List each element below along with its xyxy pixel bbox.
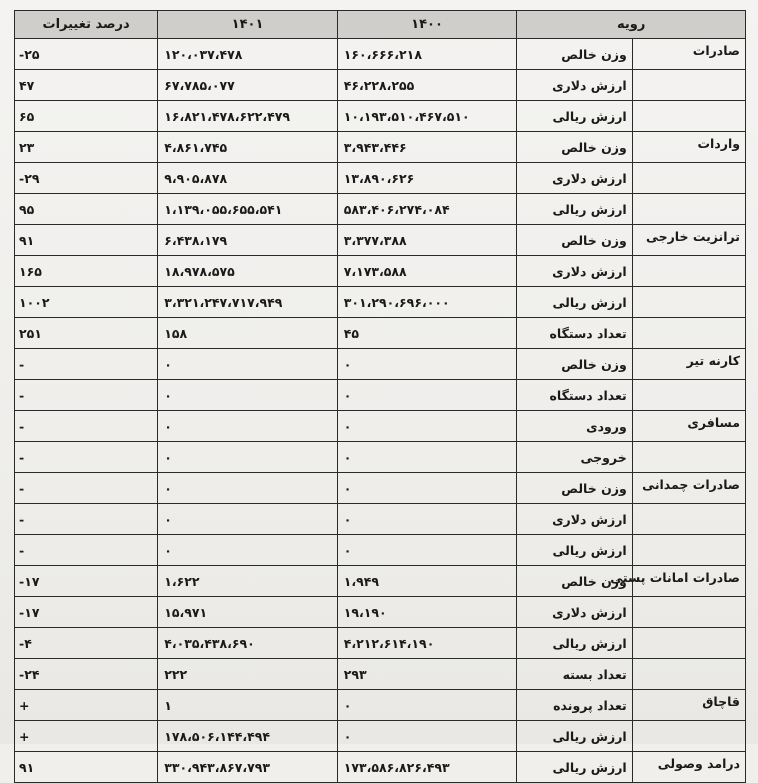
value-1401: ۰ [158, 504, 338, 535]
table-row [15, 287, 746, 318]
change-percent: -۲۵ [15, 39, 158, 70]
value-1401: ۱۶،۸۲۱،۴۷۸،۶۲۲،۴۷۹ [158, 101, 338, 132]
header-year-1401: ۱۴۰۱ [158, 11, 338, 39]
value-1400: ۰ [337, 411, 517, 442]
row-category [632, 721, 745, 752]
table-row [15, 163, 746, 194]
row-category [632, 659, 745, 690]
value-1401: ۱۸،۹۷۸،۵۷۵ [158, 256, 338, 287]
change-percent: ۶۵ [15, 101, 158, 132]
table-row [15, 659, 746, 690]
value-1401: ۴،۸۶۱،۷۴۵ [158, 132, 338, 163]
change-percent: ۹۱ [15, 752, 158, 783]
change-percent: - [15, 349, 158, 380]
value-1400: ۰ [337, 535, 517, 566]
value-1401: ۳۳۰،۹۴۳،۸۶۷،۷۹۳ [158, 752, 338, 783]
change-percent: - [15, 442, 158, 473]
row-category [632, 597, 745, 628]
value-1400: ۰ [337, 473, 517, 504]
row-subcategory: خروجی [517, 442, 632, 473]
change-percent: - [15, 535, 158, 566]
change-percent: -۱۷ [15, 566, 158, 597]
row-category [632, 287, 745, 318]
value-1400: ۳،۹۴۳،۴۴۶ [337, 132, 517, 163]
value-1400: ۴۶،۲۲۸،۲۵۵ [337, 70, 517, 101]
header-change-percent: درصد تغییرات [15, 11, 158, 39]
table-row [15, 39, 746, 70]
value-1401: ۴،۰۳۵،۴۳۸،۶۹۰ [158, 628, 338, 659]
change-percent: ۴۷ [15, 70, 158, 101]
value-1400: ۰ [337, 442, 517, 473]
value-1401: ۲۲۲ [158, 659, 338, 690]
value-1401: ۳،۳۲۱،۲۴۷،۷۱۷،۹۴۹ [158, 287, 338, 318]
row-subcategory: ارزش ریالی [517, 752, 632, 783]
table-row [15, 721, 746, 752]
row-category: صادرات امانات پستی [632, 566, 745, 597]
value-1400: ۱۹،۱۹۰ [337, 597, 517, 628]
value-1400: ۰ [337, 380, 517, 411]
change-percent: - [15, 380, 158, 411]
change-percent: - [15, 504, 158, 535]
table-row [15, 225, 746, 256]
customs-statistics-table [14, 10, 746, 783]
value-1401: ۰ [158, 535, 338, 566]
table-row [15, 752, 746, 783]
row-subcategory: وزن خالص [517, 566, 632, 597]
row-category [632, 256, 745, 287]
row-subcategory: ارزش دلاری [517, 256, 632, 287]
row-category [632, 70, 745, 101]
value-1400: ۴،۲۱۲،۶۱۴،۱۹۰ [337, 628, 517, 659]
value-1400: ۰ [337, 690, 517, 721]
value-1401: ۱۲۰،۰۳۷،۴۷۸ [158, 39, 338, 70]
row-subcategory: وزن خالص [517, 473, 632, 504]
table-row [15, 504, 746, 535]
table-row [15, 566, 746, 597]
value-1400: ۷،۱۷۳،۵۸۸ [337, 256, 517, 287]
row-category: درامد وصولی [632, 752, 745, 783]
row-subcategory: ارزش ریالی [517, 101, 632, 132]
row-subcategory: وزن خالص [517, 349, 632, 380]
value-1401: ۰ [158, 473, 338, 504]
row-subcategory: ارزش ریالی [517, 194, 632, 225]
value-1401: ۱ [158, 690, 338, 721]
table-row [15, 70, 746, 101]
table-row [15, 318, 746, 349]
value-1400: ۰ [337, 504, 517, 535]
value-1400: ۱،۹۴۹ [337, 566, 517, 597]
value-1400: ۴۵ [337, 318, 517, 349]
row-category [632, 504, 745, 535]
row-subcategory: تعداد بسته [517, 659, 632, 690]
table-row [15, 628, 746, 659]
table-row [15, 535, 746, 566]
row-category [632, 442, 745, 473]
row-subcategory: ارزش دلاری [517, 163, 632, 194]
value-1400: ۱۰،۱۹۳،۵۱۰،۴۶۷،۵۱۰ [337, 101, 517, 132]
row-category [632, 163, 745, 194]
table-row [15, 380, 746, 411]
table-row [15, 442, 746, 473]
table-header-row [15, 11, 746, 39]
value-1401: ۱،۱۳۹،۰۵۵،۶۵۵،۵۴۱ [158, 194, 338, 225]
table-row [15, 349, 746, 380]
value-1401: ۱۵،۹۷۱ [158, 597, 338, 628]
row-category: صادرات چمدانی [632, 473, 745, 504]
value-1400: ۲۹۳ [337, 659, 517, 690]
value-1400: ۱۷۳،۵۸۶،۸۲۶،۴۹۳ [337, 752, 517, 783]
row-subcategory: وزن خالص [517, 132, 632, 163]
change-percent: - [15, 473, 158, 504]
table-row [15, 132, 746, 163]
value-1400: ۱۳،۸۹۰،۶۲۶ [337, 163, 517, 194]
row-category [632, 380, 745, 411]
change-percent: + [15, 690, 158, 721]
value-1401: ۹،۹۰۵،۸۷۸ [158, 163, 338, 194]
table-row [15, 194, 746, 225]
change-percent: ۲۵۱ [15, 318, 158, 349]
row-category [632, 194, 745, 225]
change-percent: ۱۰۰۲ [15, 287, 158, 318]
row-subcategory: وزن خالص [517, 39, 632, 70]
change-percent: ۹۱ [15, 225, 158, 256]
row-category [632, 628, 745, 659]
table-row [15, 256, 746, 287]
value-1401: ۱۷۸،۵۰۶،۱۴۴،۴۹۴ [158, 721, 338, 752]
table-row [15, 597, 746, 628]
value-1400: ۵۸۳،۴۰۶،۲۷۴،۰۸۴ [337, 194, 517, 225]
row-category: ترانزیت خارجی [632, 225, 745, 256]
row-category: مسافری [632, 411, 745, 442]
row-subcategory: ارزش ریالی [517, 535, 632, 566]
row-category: صادرات [632, 39, 745, 70]
row-category [632, 535, 745, 566]
change-percent: -۲۴ [15, 659, 158, 690]
row-subcategory: ورودی [517, 411, 632, 442]
row-subcategory: ارزش ریالی [517, 287, 632, 318]
value-1401: ۰ [158, 442, 338, 473]
row-subcategory: ارزش ریالی [517, 721, 632, 752]
value-1401: ۶۷،۷۸۵،۰۷۷ [158, 70, 338, 101]
row-category [632, 101, 745, 132]
table-row [15, 473, 746, 504]
row-subcategory: وزن خالص [517, 225, 632, 256]
row-subcategory: ارزش دلاری [517, 70, 632, 101]
row-category: قاچاق [632, 690, 745, 721]
row-category: واردات [632, 132, 745, 163]
row-subcategory: ارزش دلاری [517, 504, 632, 535]
change-percent: - [15, 411, 158, 442]
value-1401: ۰ [158, 411, 338, 442]
change-percent: -۴ [15, 628, 158, 659]
value-1401: ۰ [158, 380, 338, 411]
row-category [632, 318, 745, 349]
value-1401: ۶،۴۳۸،۱۷۹ [158, 225, 338, 256]
change-percent: -۱۷ [15, 597, 158, 628]
row-subcategory: ارزش دلاری [517, 597, 632, 628]
row-subcategory: تعداد پرونده [517, 690, 632, 721]
table-row [15, 101, 746, 132]
row-category: کارنه تیر [632, 349, 745, 380]
row-subcategory: ارزش ریالی [517, 628, 632, 659]
value-1400: ۳،۳۷۷،۳۸۸ [337, 225, 517, 256]
table-row [15, 411, 746, 442]
change-percent: + [15, 721, 158, 752]
change-percent: ۲۳ [15, 132, 158, 163]
value-1400: ۱۶۰،۶۶۶،۲۱۸ [337, 39, 517, 70]
change-percent: -۲۹ [15, 163, 158, 194]
value-1401: ۱،۶۲۲ [158, 566, 338, 597]
value-1401: ۰ [158, 349, 338, 380]
row-subcategory: تعداد دستگاه [517, 318, 632, 349]
row-subcategory: تعداد دستگاه [517, 380, 632, 411]
value-1400: ۳۰۱،۲۹۰،۶۹۶،۰۰۰ [337, 287, 517, 318]
change-percent: ۱۶۵ [15, 256, 158, 287]
table-body [15, 39, 746, 783]
header-category: رویه [517, 11, 746, 39]
value-1400: ۰ [337, 349, 517, 380]
header-year-1400: ۱۴۰۰ [337, 11, 517, 39]
value-1401: ۱۵۸ [158, 318, 338, 349]
table-row [15, 690, 746, 721]
change-percent: ۹۵ [15, 194, 158, 225]
value-1400: ۰ [337, 721, 517, 752]
